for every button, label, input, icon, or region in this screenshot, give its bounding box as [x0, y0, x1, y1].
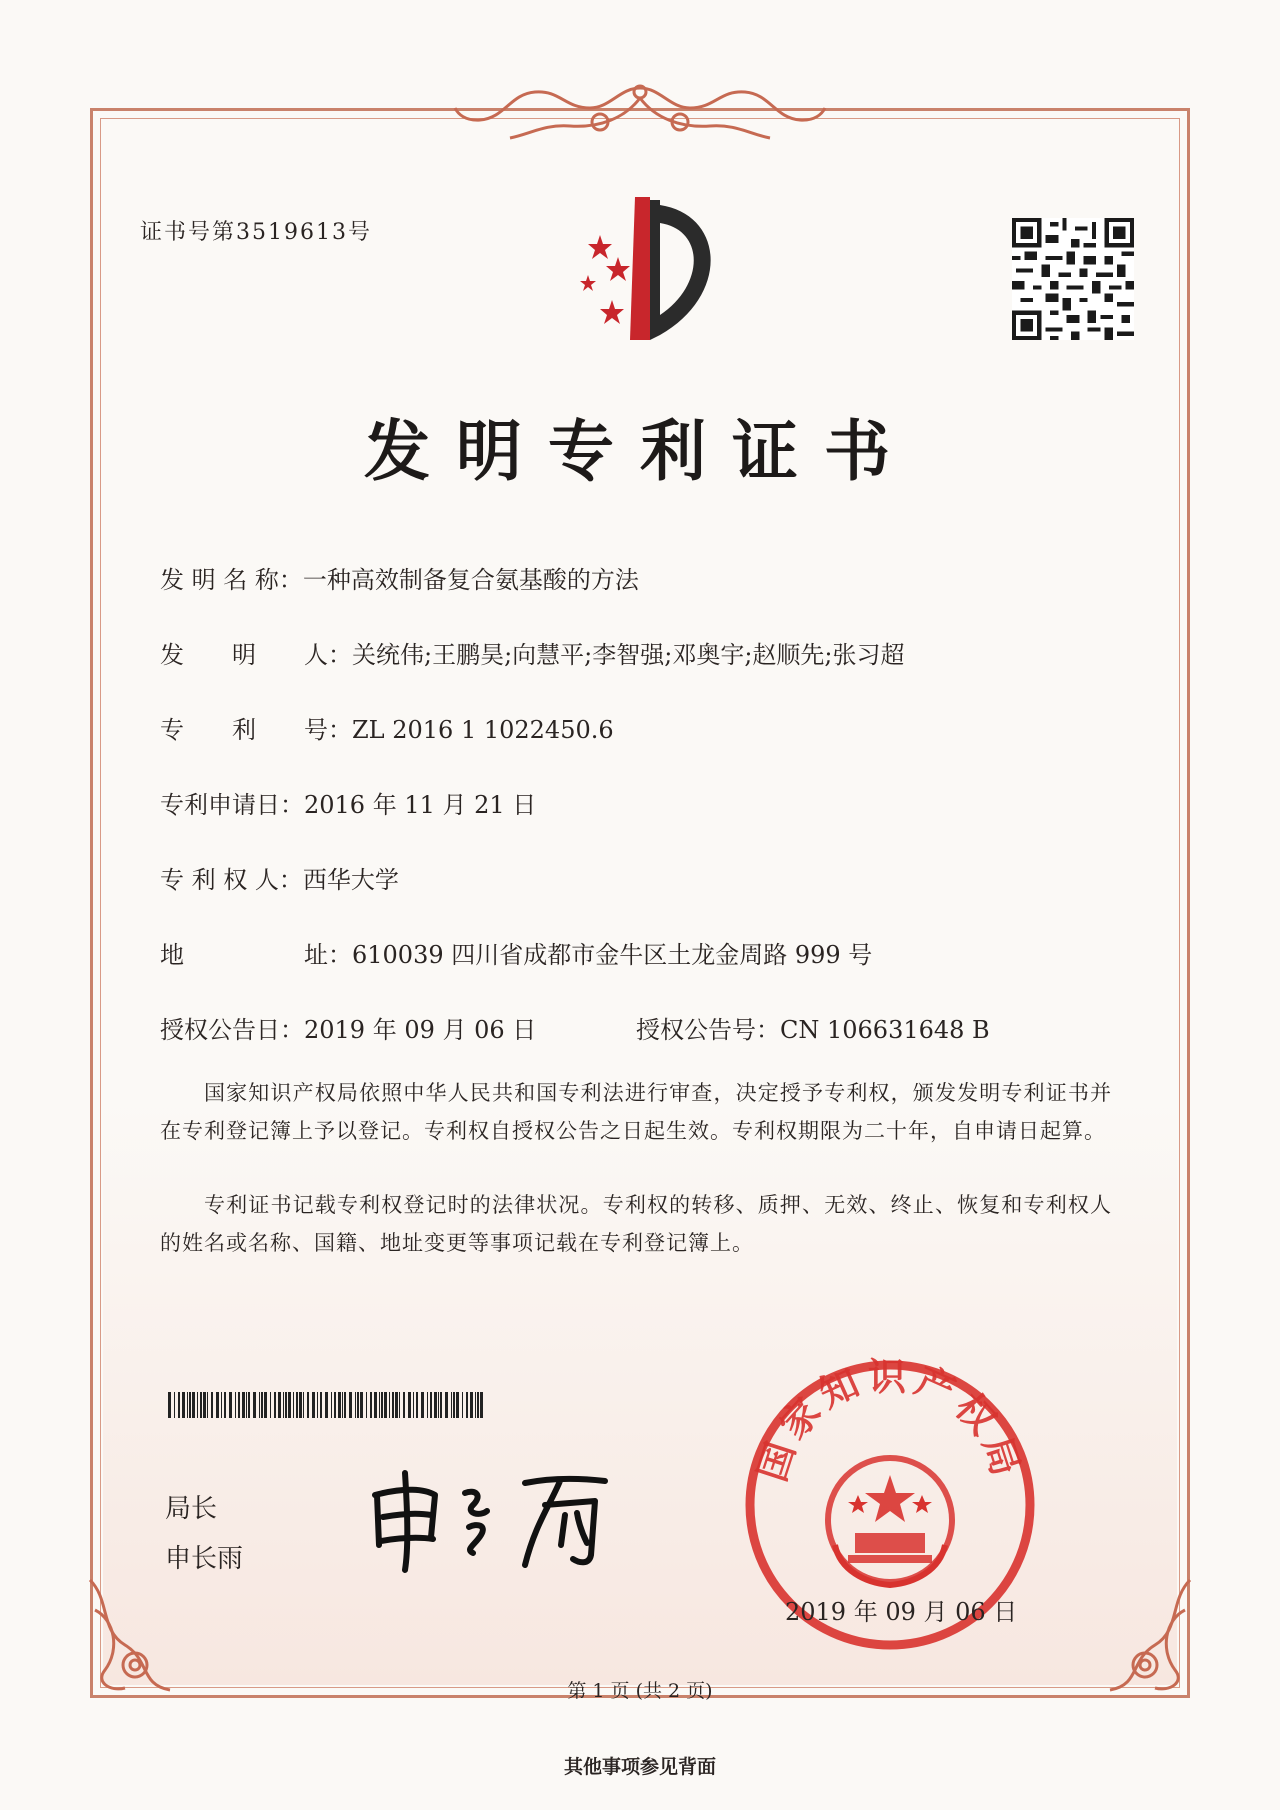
- director-signature: [365, 1465, 645, 1575]
- svg-text:国家知识产权局: 国家知识产权局: [750, 1355, 1030, 1487]
- field-application-date: [160, 785, 536, 820]
- barcode-bar: [408, 1392, 411, 1418]
- barcode-bar: [211, 1392, 213, 1418]
- barcode-bar: [440, 1392, 442, 1418]
- barcode-bar: [283, 1392, 284, 1418]
- barcode-bar: [395, 1392, 398, 1418]
- qr-code: [1012, 218, 1134, 340]
- field-patentee: [160, 860, 399, 895]
- barcode-bar: [456, 1392, 459, 1418]
- field-value: 一种高效制备复合氨基酸的方法: [302, 566, 639, 594]
- document-title: 发明专利证书: [364, 412, 916, 490]
- barcode-bar: [392, 1392, 394, 1418]
- barcode-bar: [434, 1392, 437, 1418]
- barcode-bar: [445, 1392, 448, 1418]
- barcode-bar: [480, 1392, 483, 1418]
- barcode-bar: [261, 1392, 263, 1418]
- national-emblem-icon: [828, 1458, 952, 1585]
- field-label: 授权公告号：: [636, 1016, 780, 1044]
- barcode-bar: [248, 1392, 250, 1418]
- barcode-bar: [207, 1392, 208, 1418]
- barcode-bar: [389, 1392, 390, 1418]
- barcode-bar: [320, 1392, 322, 1418]
- barcode-bar: [451, 1392, 452, 1418]
- field-value: 西华大学: [302, 866, 399, 894]
- seal-date: 2019 年 09 月 06 日: [785, 1598, 1018, 1626]
- barcode-bar: [293, 1392, 294, 1418]
- field-label: 专利申请日：: [160, 791, 304, 819]
- barcode-bar: [296, 1392, 298, 1418]
- barcode-bar: [312, 1392, 315, 1418]
- barcode-bar: [242, 1392, 245, 1418]
- field-value: ZL 2016 1 1022450.6: [352, 716, 614, 744]
- top-ornament: [450, 78, 830, 146]
- barcode-bar: [360, 1392, 363, 1418]
- barcode-bar: [192, 1392, 195, 1418]
- barcode-bar: [470, 1392, 473, 1418]
- field-inventors: [160, 635, 905, 670]
- barcode-bar: [224, 1392, 226, 1418]
- barcode-bar: [235, 1392, 236, 1418]
- barcode-bar: [278, 1392, 281, 1418]
- barcode-bar: [355, 1392, 356, 1418]
- barcode-bar: [187, 1392, 188, 1418]
- barcode-bar: [357, 1392, 359, 1418]
- barcode-bar: [259, 1392, 260, 1418]
- barcode-bar: [374, 1392, 377, 1418]
- barcode-bar: [453, 1392, 455, 1418]
- field-grant-number: [636, 1010, 990, 1045]
- barcode-bar: [344, 1392, 346, 1418]
- statement-paragraph-1: 国家知识产权局依照中华人民共和国专利法进行审查，决定授予专利权，颁发发明专利证书并在专利登记簿上予以登记。专利权自授权公告之日起生效。专利权期限为二十年，自申请日起算。: [160, 1081, 1112, 1143]
- barcode-bar: [270, 1392, 271, 1418]
- field-grant-date: [160, 1010, 536, 1045]
- barcode-bar: [421, 1392, 424, 1418]
- field-value: 关统伟;王鹏昊;向慧平;李智强;邓奥宇;赵顺先;张习超: [352, 641, 905, 669]
- barcode-bar: [238, 1392, 240, 1418]
- barcode-bar: [264, 1392, 267, 1418]
- barcode-bar: [200, 1392, 202, 1418]
- barcode-bar: [288, 1392, 291, 1418]
- barcode-bar: [403, 1392, 405, 1418]
- certificate-number: 证书号第3519613号: [140, 220, 372, 245]
- page-number: 第 1 页 (共 2 页): [567, 1680, 713, 1702]
- barcode-bar: [274, 1392, 276, 1418]
- barcode-bar: [174, 1392, 175, 1418]
- barcode-bar: [370, 1392, 372, 1418]
- barcode-bar: [325, 1392, 328, 1418]
- barcode-bar: [221, 1392, 222, 1418]
- barcode-bar: [349, 1392, 352, 1418]
- statement-paragraph-2: 专利证书记载专利权登记时的法律状况。专利权的转移、质押、无效、终止、恢复和专利权人的姓名或名称、国籍、地址变更等事项记载在专利登记簿上。: [160, 1193, 1112, 1255]
- field-label: 地 址：: [160, 941, 352, 969]
- barcode-bar: [399, 1392, 400, 1418]
- barcode-bar: [466, 1392, 468, 1418]
- barcode-bar: [366, 1392, 367, 1418]
- barcode-bar: [338, 1392, 341, 1418]
- barcode-bar: [216, 1392, 219, 1418]
- barcode-bar: [299, 1392, 302, 1418]
- barcode-bar: [246, 1392, 247, 1418]
- barcode-bar: [384, 1392, 387, 1418]
- barcode-bar: [307, 1392, 309, 1418]
- field-value: 2019 年 09 月 06 日: [304, 1016, 537, 1044]
- barcode-bar: [416, 1392, 418, 1418]
- barcode-bar: [381, 1392, 383, 1418]
- barcode-bar: [331, 1392, 332, 1418]
- barcode-bar: [253, 1392, 256, 1418]
- cnipa-logo-icon: [540, 195, 740, 345]
- barcode-bar: [203, 1392, 206, 1418]
- barcode-bar: [430, 1392, 432, 1418]
- field-patent-number: [160, 710, 614, 745]
- footer-note: 其他事项参见背面: [563, 1756, 716, 1778]
- barcode-bar: [197, 1392, 198, 1418]
- field-label: 发 明 名 称：: [160, 566, 303, 594]
- director-title: 局长: [165, 1494, 218, 1524]
- field-label: 授权公告日：: [160, 1016, 304, 1044]
- barcode-bar: [303, 1392, 304, 1418]
- field-value: 610039 四川省成都市金牛区土龙金周路 999 号: [352, 941, 873, 969]
- barcode-bar: [189, 1392, 191, 1418]
- barcode-bar: [229, 1392, 232, 1418]
- barcode-bar: [427, 1392, 428, 1418]
- barcode-bar: [342, 1392, 343, 1418]
- director-name: 申长雨: [165, 1544, 244, 1574]
- barcode-bar: [178, 1392, 180, 1418]
- field-label: 专 利 权 人：: [160, 866, 303, 894]
- barcode-bar: [379, 1392, 380, 1418]
- barcode-bar: [317, 1392, 318, 1418]
- barcode: [168, 1392, 486, 1418]
- barcode-bar: [413, 1392, 414, 1418]
- barcode-bar: [462, 1392, 463, 1418]
- barcode-bar: [285, 1392, 287, 1418]
- field-label: 专 利 号：: [160, 716, 352, 744]
- barcode-bar: [182, 1392, 185, 1418]
- barcode-bar: [477, 1392, 479, 1418]
- barcode-bar: [334, 1392, 336, 1418]
- field-invention-name: [160, 560, 639, 595]
- field-address: [160, 935, 872, 970]
- barcode-bar: [168, 1392, 171, 1418]
- barcode-bar: [475, 1392, 476, 1418]
- field-value: 2016 年 11 月 21 日: [304, 791, 537, 819]
- field-value: CN 106631648 B: [780, 1016, 990, 1044]
- field-label: 发 明 人：: [160, 641, 352, 669]
- barcode-bar: [438, 1392, 439, 1418]
